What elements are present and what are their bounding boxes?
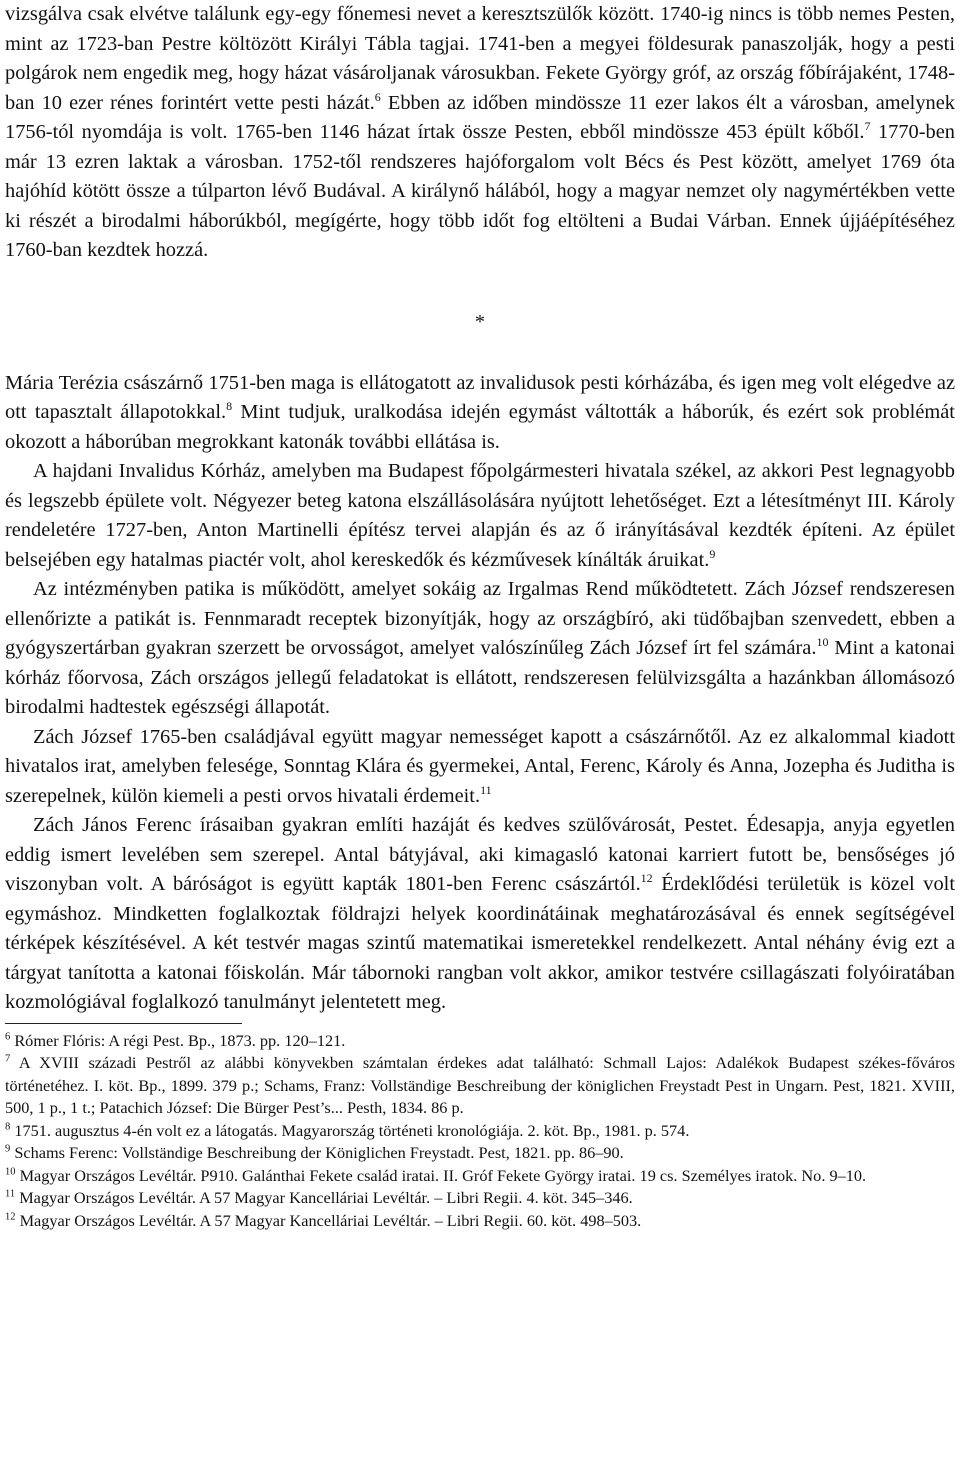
text-run: vizsgálva csak elvétve találunk egy-egy főnemesi nevet a keresztszülők között. 1740-ig nincs is több nemes Pesten, mint az 1723-ban Pestre költözött Királyi Tábla tagjai. 1741-ben a megyei földesurak panaszolják, hogy a pesti polgárok nem engedik meg, hogy házat vásároljanak városukban. Fekete György gróf, az ország főbírájaként, 1748-ban 10 ezer rénes forintért vette pesti házát. <box>5 3 955 114</box>
paragraph-nemesseg <box>5 723 955 812</box>
paragraph-zach-janos <box>5 811 955 1018</box>
section-separator: * <box>474 310 486 333</box>
footnote-number: 11 <box>5 1188 16 1200</box>
text-run: Érdeklődési területük is közel volt egymáshoz. Mindketten foglalkoztak földrajzi helyek koordinátáinak meghatározásával és ennek segítségével térképek készítésével. A két testvér magas szintű matematikai ismeretekkel rendelkezett. Antal néhány évig ezt a tárgyat tanította a katonai főiskolán. Már tábornoki rangban volt akkor, amikor testvére csillagászati folyóiratában kozmológiával foglalkozó tanulmányt jelentetett meg. <box>5 873 955 1013</box>
text-run: Az intézményben patika is működött, amelyet sokáig az Irgalmas Rend működtetett. Zách József rendszeresen ellenőrizte a patikát is. Fennmaradt receptek bizonyítják, hogy az országbíró, aki tüdőbajban szenvedett, ebben a gyógyszertárban gyakran szerzett be orvosságot, amelyet valószínűleg Zách József írt fel számára. <box>5 578 955 659</box>
footnote-12 <box>5 1210 955 1233</box>
footnote-ref[interactable]: 7 <box>864 119 871 134</box>
paragraph-patika <box>5 575 955 723</box>
footnote-text: Magyar Országos Levéltár. A 57 Magyar Kancelláriai Levéltár. – Libri Regii. 60. köt. 498–503. <box>15 1210 642 1230</box>
footnote-number: 7 <box>5 1053 11 1065</box>
footnote-text: Rómer Flóris: A régi Pest. Bp., 1873. pp. 120–121. <box>10 1030 346 1050</box>
footnote-number: 8 <box>5 1121 11 1133</box>
text-run: Zách József 1765-ben családjával együtt magyar nemességet kapott a császárnőtől. Az ez alkalommal kiadott hivatalos irat, amelyben felesége, Sonntag Klára és gyermekei, Antal, Ferenc, Károly és Anna, Jozepha és Juditha is szerepelnek, külön kiemeli a pesti orvos hivatali érdemeit. <box>5 725 955 807</box>
document-page <box>5 0 955 1232</box>
footnote-text: Magyar Országos Levéltár. P910. Galánthai Fekete család iratai. II. Gróf Fekete György iratai. 19 cs. Személyes iratok. No. 9–10. <box>15 1165 867 1185</box>
footnote-7 <box>5 1052 955 1120</box>
text-run: 1770-ben már 13 ezren laktak a városban. 1752-től rendszeres hajóforgalom volt Bécs és Pest között, amelyet 1769 óta hajóhíd kötött össze a túlparton lévő Budával. A királynő hálából, hogy a magyar nemzet oly nagymértékben vette ki részét a birodalmi háborúkból, megígérte, hogy több időt fog eltölteni a Budai Várban. Ennek újjáépítéséhez 1760-ban kezdtek hozzá. <box>5 121 955 261</box>
footnote-number: 12 <box>5 1211 16 1223</box>
footnote-number: 9 <box>5 1143 11 1155</box>
footnote-text: A XVIII századi Pestről az alábbi könyvekben számtalan érdekes adat található: Schmall Lajos: Adalékok Budapest székes-főváros történetéhez. I. köt. Bp., 1899. 379 p.; Schams, Franz: Vollständige Beschreibung der königlichen Freystadt Pest in Ungarn. Pest, 1821. XVIII, 500, 1 p., 1 t.; Patachich József: Die Bürger Pest’s... Pesth, 1834. 86 p. <box>5 1053 955 1117</box>
paragraph-invalidus-korhaz <box>5 457 955 575</box>
footnote-ref[interactable]: 6 <box>374 89 381 104</box>
footnote-text: Schams Ferenc: Vollständige Beschreibung der Königlichen Freystadt. Pest, 1821. pp. 86–90. <box>10 1143 624 1162</box>
footnote-divider <box>5 1023 242 1024</box>
footnote-6 <box>5 1030 955 1053</box>
footnote-number: 10 <box>5 1166 16 1178</box>
footnote-text: 1751. augusztus 4-én volt ez a látogatás. Magyarország történeti kronológiája. 2. köt. Bp., 1981. p. 574. <box>10 1120 690 1140</box>
footnote-9 <box>5 1142 955 1165</box>
text-run: Mint tudjuk, uralkodása idején egymást váltották a háborúk, és ezért sok problémát okozott a háborúban megrokkant katonák további ellátása is. <box>5 401 955 453</box>
footnote-ref[interactable]: 12 <box>640 871 653 886</box>
paragraph-maria-terezia <box>5 369 955 458</box>
footnote-text: Magyar Országos Levéltár. A 57 Magyar Kancelláriai Levéltár. – Libri Regii. 4. köt. 345–346. <box>15 1188 633 1207</box>
footnote-ref[interactable]: 9 <box>709 546 716 561</box>
footnote-11 <box>5 1187 955 1210</box>
text-run: A hajdani Invalidus Kórház, amelyben ma Budapest főpolgármesteri hivatala székel, az akkori Pest legnagyobb és legszebb épülete volt. Négyezer beteg katona elszállásolására nyújtott lehetőséget. Ezt a létesítményt III. Károly rendeletére 1727-ben, Anton Martinelli építész tervei alapján és az ő irányításával kezdték építeni. Az épület belsejében egy hatalmas piactér volt, ahol kereskedők és kézművesek kínálták áruikat. <box>5 460 955 571</box>
footnote-ref[interactable]: 8 <box>226 399 233 414</box>
text-run: Zách János Ferenc írásaiban gyakran említi hazáját és kedves szülővárosát, Pestet. Édesapja, anyja egyetlen eddig ismert levelében sem szerepel. Antal bátyjával, aki kimagasló katonai karriert futott be, bensőséges jó viszonyban volt. A báróságot is együtt kapták 1801-ben Ferenc császártól. <box>5 814 955 895</box>
text-run: Mint a katonai kórház főorvosa, Zách országos jellegű feladatokat is ellátott, rendszeresen felülvizsgálta a hazánkban állomásozó birodalmi hadtestek egészségi állapotát. <box>5 637 955 718</box>
footnote-10 <box>5 1165 955 1188</box>
footnote-ref[interactable]: 10 <box>816 635 829 650</box>
text-run: Ebben az időben mindössze 11 ezer lakos élt a városban, amelynek 1756-tól nyomdája is volt. 1765-ben 1146 házat írtak össze Pesten, ebből mindössze 453 épült kőből. <box>5 91 955 143</box>
paragraph-intro <box>5 0 955 266</box>
text-run: Mária Terézia császárnő 1751-ben maga is ellátogatott az invalidusok pesti kórházába, és igen meg volt elégedve az ott tapasztalt állapotokkal. <box>5 371 955 423</box>
footnote-8 <box>5 1120 955 1143</box>
footnote-number: 6 <box>5 1031 11 1043</box>
body-text <box>5 0 955 1018</box>
footnote-ref[interactable]: 11 <box>480 782 492 797</box>
footnotes <box>5 1030 955 1233</box>
